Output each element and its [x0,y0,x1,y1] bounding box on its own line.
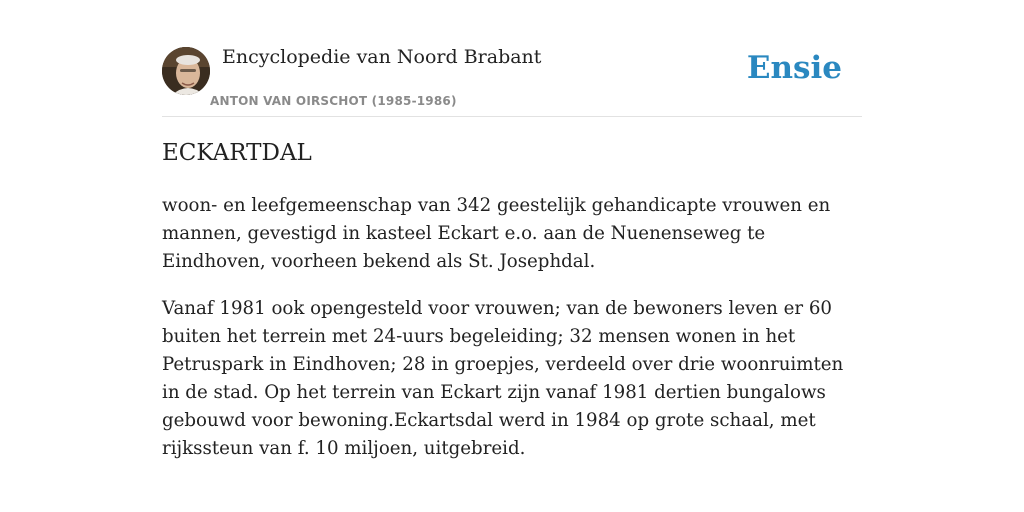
page-header [162,0,862,117]
book-title[interactable]: Encyclopedie van Noord Brabant [222,46,542,68]
author-avatar[interactable] [162,47,210,95]
brand-logo[interactable]: Ensie [746,50,842,86]
entry-paragraph: Vanaf 1981 ook opengesteld voor vrouwen; van de bewoners leven er 60 buiten het terrein met 24-uurs begeleiding; 32 mensen wonen in het Petruspark in Eindhoven; 28 in groepjes, verdeeld over drie woonruimten in de stad. Op het terrein van Eckart zijn vanaf 1981 dertien bungalows gebouwd voor bewoning.Eckartsdal werd in 1984 op grote schaal, met rijkssteun van f. 10 miljoen, uitgebreid. [162,298,844,459]
entry-paragraph: woon- en leefgemeenschap van 342 geestelijk gehandicapte vrouwen en mannen, gevestigd in kasteel Eckart e.o. aan de Nuenenseweg te Eindhoven, voorheen bekend als St. Josephdal. [162,195,831,272]
author-portrait-icon [162,47,210,95]
author-name[interactable]: ANTON VAN OIRSCHOT (1985-1986) [210,94,457,108]
entry-title: ECKARTDAL [162,140,312,166]
article-container [162,0,862,459]
